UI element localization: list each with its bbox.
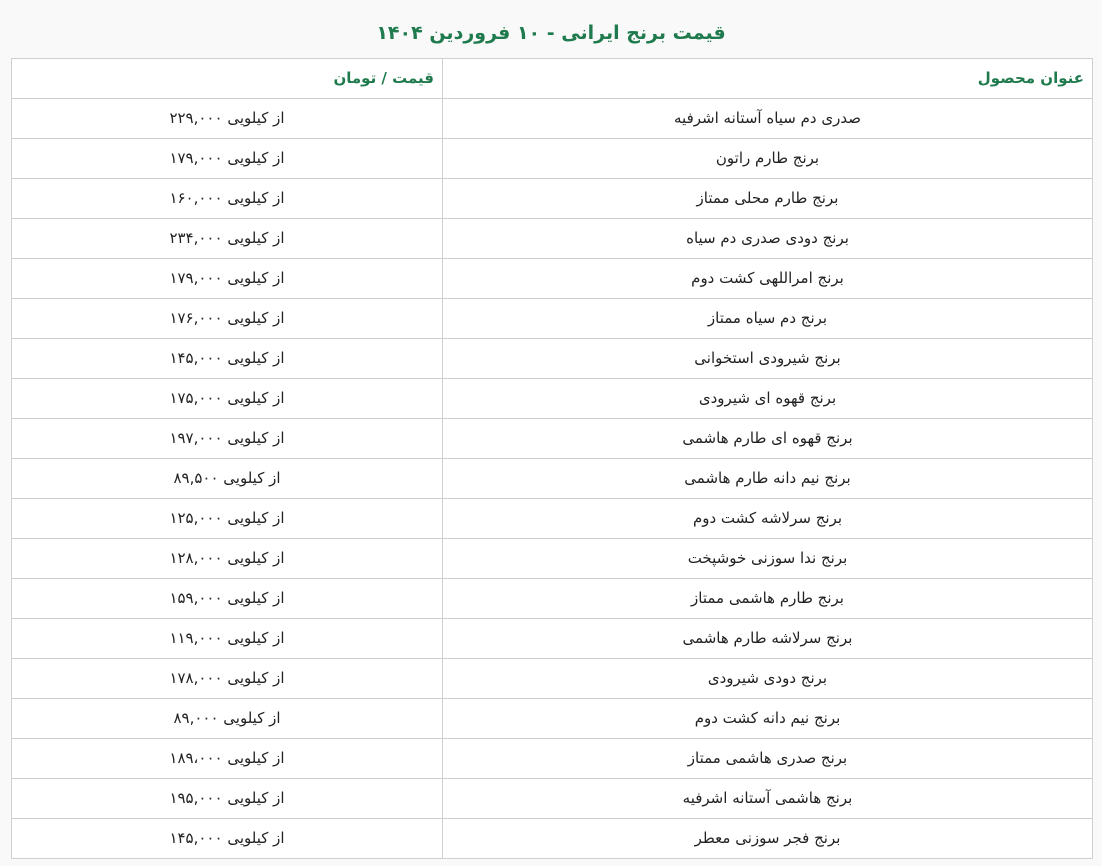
table-row — [12, 819, 1093, 859]
header-price: قیمت / تومان — [12, 59, 443, 99]
price-cell: از کیلویی ۲۳۴,۰۰۰ — [12, 219, 443, 259]
table-row — [12, 379, 1093, 419]
product-cell: برنج طارم راتون — [443, 139, 1093, 179]
table-row — [12, 539, 1093, 579]
price-cell: از کیلویی ۱۱۹,۰۰۰ — [12, 619, 443, 659]
price-cell: از کیلویی ۱۸۹،۰۰۰ — [12, 739, 443, 779]
table-row — [12, 619, 1093, 659]
product-cell: برنج دم سیاه ممتاز — [443, 299, 1093, 339]
table-body — [12, 99, 1093, 859]
price-cell: از کیلویی ۱۹۵,۰۰۰ — [12, 779, 443, 819]
price-cell: از کیلویی ۱۴۵,۰۰۰ — [12, 339, 443, 379]
table-row — [12, 459, 1093, 499]
table-row — [12, 779, 1093, 819]
table-row — [12, 219, 1093, 259]
product-cell: برنج هاشمی آستانه اشرفیه — [443, 779, 1093, 819]
product-cell: صدری دم سیاه آستانه اشرفیه — [443, 99, 1093, 139]
table-row — [12, 579, 1093, 619]
price-cell: از کیلویی ۲۲۹,۰۰۰ — [12, 99, 443, 139]
table-header-row — [12, 59, 1093, 99]
table-row — [12, 99, 1093, 139]
product-cell: برنج ندا سوزنی خوشپخت — [443, 539, 1093, 579]
product-cell: برنج صدری هاشمی ممتاز — [443, 739, 1093, 779]
product-cell: برنج سرلاشه طارم هاشمی — [443, 619, 1093, 659]
table-row — [12, 139, 1093, 179]
product-cell: برنج سرلاشه کشت دوم — [443, 499, 1093, 539]
price-cell: از کیلویی ۱۶۰,۰۰۰ — [12, 179, 443, 219]
table-row — [12, 179, 1093, 219]
product-cell: برنج طارم هاشمی ممتاز — [443, 579, 1093, 619]
price-cell: از کیلویی ۱۷۵,۰۰۰ — [12, 379, 443, 419]
product-cell: برنج دودی شیرودی — [443, 659, 1093, 699]
product-cell: برنج نیم دانه طارم هاشمی — [443, 459, 1093, 499]
header-product: عنوان محصول — [443, 59, 1093, 99]
price-cell: از کیلویی ۱۲۵,۰۰۰ — [12, 499, 443, 539]
table-row — [12, 419, 1093, 459]
price-cell: از کیلویی ۱۴۵,۰۰۰ — [12, 819, 443, 859]
product-cell: برنج شیرودی استخوانی — [443, 339, 1093, 379]
price-cell: از کیلویی ۱۷۸,۰۰۰ — [12, 659, 443, 699]
table-row — [12, 299, 1093, 339]
product-cell: برنج طارم محلی ممتاز — [443, 179, 1093, 219]
table-row — [12, 499, 1093, 539]
product-cell: برنج نیم دانه کشت دوم — [443, 699, 1093, 739]
price-cell: از کیلویی ۱۵۹,۰۰۰ — [12, 579, 443, 619]
price-cell: از کیلویی ۱۲۸,۰۰۰ — [12, 539, 443, 579]
price-cell: از کیلویی ۸۹,۵۰۰ — [12, 459, 443, 499]
price-cell: از کیلویی ۱۷۹,۰۰۰ — [12, 139, 443, 179]
price-cell: از کیلویی ۱۷۹,۰۰۰ — [12, 259, 443, 299]
table-row — [12, 739, 1093, 779]
product-cell: برنج امراللهی کشت دوم — [443, 259, 1093, 299]
price-table — [11, 58, 1093, 859]
product-cell: برنج قهوه ای طارم هاشمی — [443, 419, 1093, 459]
table-row — [12, 699, 1093, 739]
table-row — [12, 259, 1093, 299]
price-cell: از کیلویی ۸۹,۰۰۰ — [12, 699, 443, 739]
price-cell: از کیلویی ۱۷۶,۰۰۰ — [12, 299, 443, 339]
product-cell: برنج دودی صدری دم سیاه — [443, 219, 1093, 259]
product-cell: برنج فجر سوزنی معطر — [443, 819, 1093, 859]
table-row — [12, 659, 1093, 699]
price-cell: از کیلویی ۱۹۷,۰۰۰ — [12, 419, 443, 459]
product-cell: برنج قهوه ای شیرودی — [443, 379, 1093, 419]
page-title: قیمت برنج ایرانی - ۱۰ فروردین ۱۴۰۴ — [376, 22, 726, 44]
table-row — [12, 339, 1093, 379]
